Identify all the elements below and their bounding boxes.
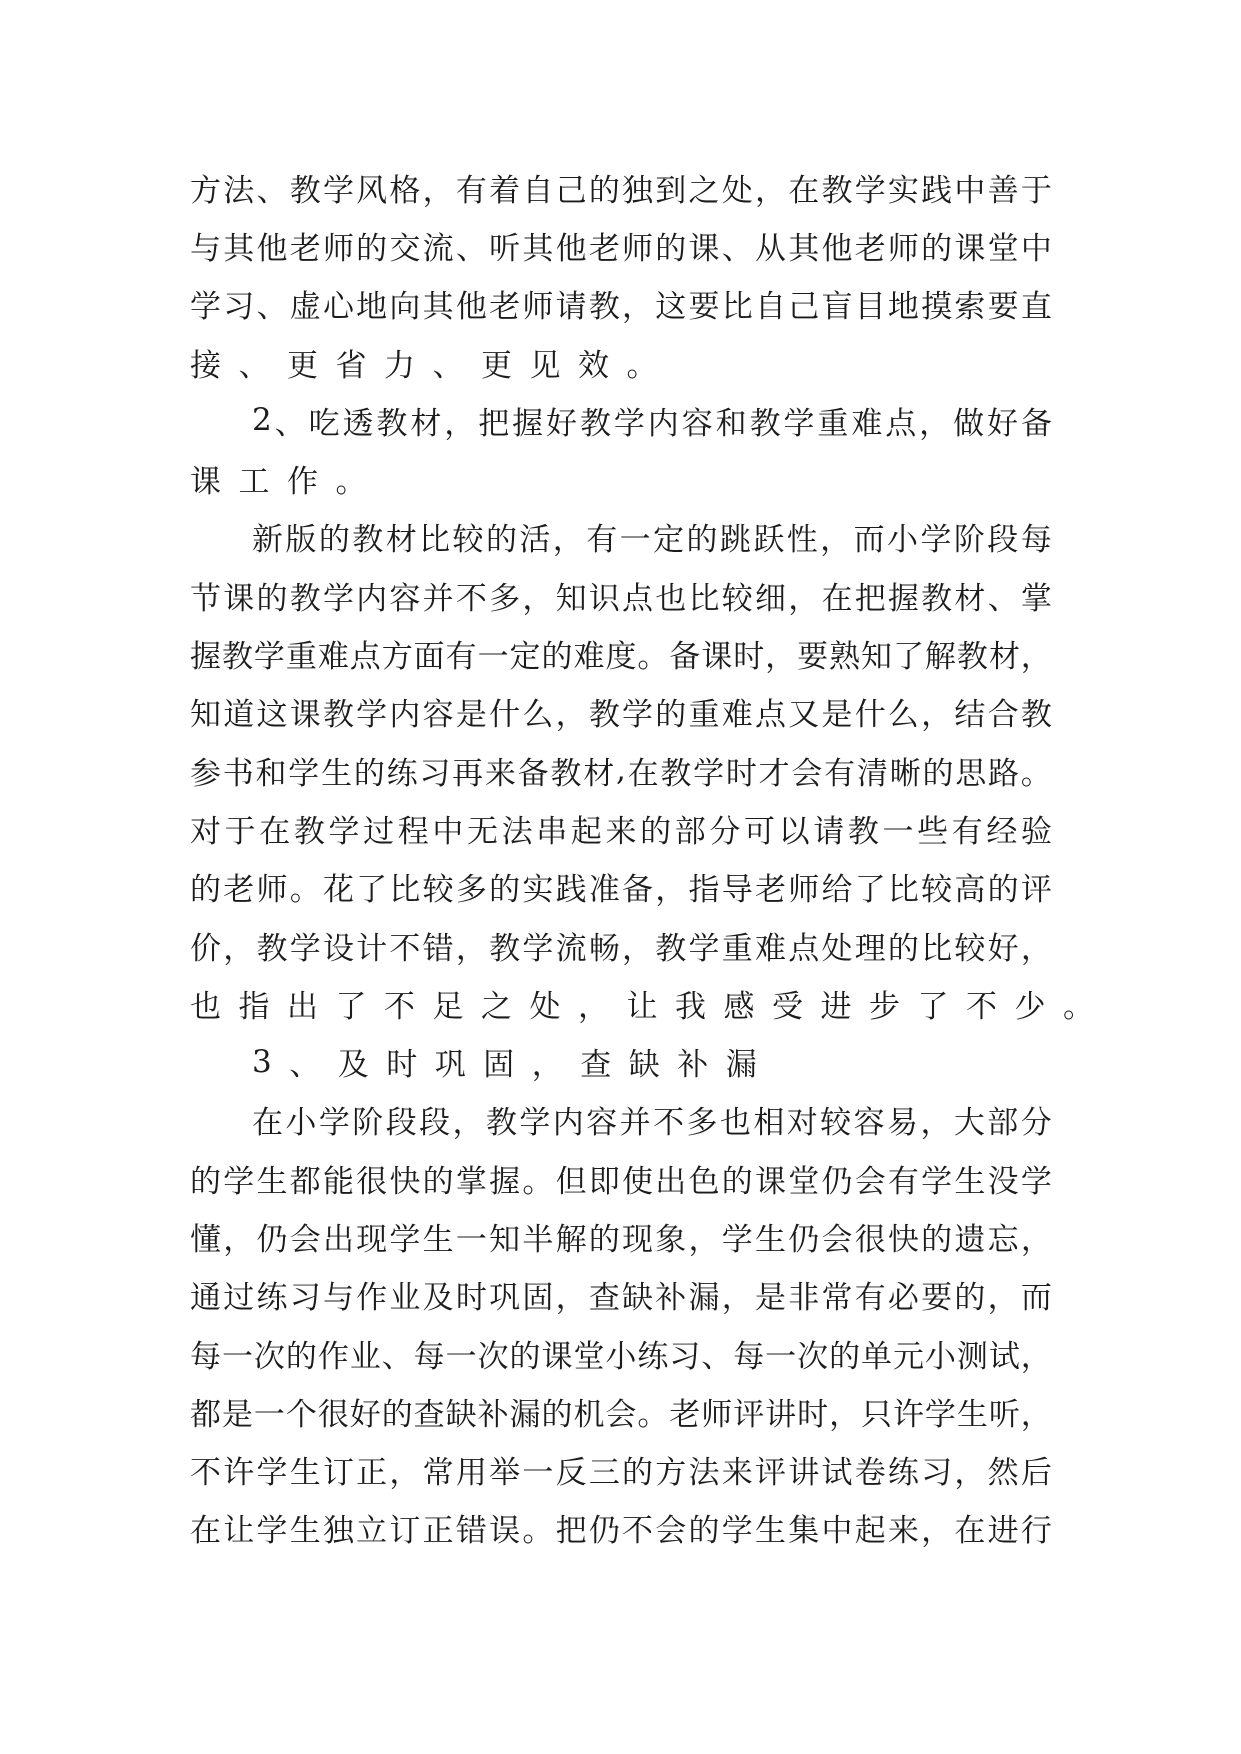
text-line: 课 工 作 。 (190, 464, 367, 501)
text-line: 参 书 和 学 生 的 练 习 再 来 备 教 材 , 在 教 学 时 才 会 有 清 晰 的 思 路 。 (190, 752, 1052, 792)
text-line: 知 道 这 课 教 学 内 容 是 什 么 ， 教 学 的 重 难 点 又 是 什 么 ， 结 合 教 (190, 697, 1052, 734)
text-line: 节 课 的 教 学 内 容 并 不 多 ， 知 识 点 也 比 较 细 ， 在 把 握 教 材 、 掌 (190, 580, 1052, 617)
text-line: 握 教 学 重 难 点 方 面 有 一 定 的 难 度 。 备 课 时 ， 要 熟 知 了 解 教 材 ， (190, 639, 1052, 676)
text-line: 学 习 、 虚 心 地 向 其 他 老 师 请 教 ， 这 要 比 自 己 盲 目 地 摸 索 要 直 (190, 289, 1052, 326)
text-line: 通 过 练 习 与 作 业 及 时 巩 固 ， 查 缺 补 漏 ， 是 非 常 有 必 要 的 ， 而 (190, 1280, 1052, 1317)
text-line: 方 法 、 教 学 风 格 ， 有 着 自 己 的 独 到 之 处 ， 在 教 学 实 践 中 善 于 (190, 172, 1052, 209)
text-line: 懂 ， 仍 会 出 现 学 生 一 知 半 解 的 现 象 ， 学 生 仍 会 很 快 的 遗 忘 ， (190, 1221, 1052, 1258)
text-line: 的 老 师 。 花 了 比 较 多 的 实 践 准 备 ， 指 导 老 师 给 了 比 较 高 的 评 (190, 872, 1052, 909)
text-line: 在 小 学 阶 段 段 ， 教 学 内 容 并 不 多 也 相 对 较 容 易 ， 大 部 分 (252, 1105, 1052, 1142)
text-line: 对 于 在 教 学 过 程 中 无 法 串 起 来 的 部 分 可 以 请 教 一 些 有 经 验 (190, 813, 1052, 850)
text-line: 都 是 一 个 很 好 的 查 缺 补 漏 的 机 会 。 老 师 评 讲 时 ， 只 许 学 生 听 ， (190, 1396, 1052, 1433)
text-line: 新 版 的 教 材 比 较 的 活 ， 有 一 定 的 跳 跃 性 ， 而 小 学 阶 段 每 (252, 522, 1052, 559)
text-line: 接 、 更 省 力 、 更 见 效 。 (190, 347, 658, 384)
text-line: 在 让 学 生 独 立 订 正 错 误 。 把 仍 不 会 的 学 生 集 中 起 来 ， 在 进 行 (190, 1513, 1052, 1550)
text-line: 也 指 出 了 不 足 之 处 ， 让 我 感 受 进 步 了 不 少 。 (190, 988, 1094, 1025)
text-line: 不 许 学 生 订 正 ， 常 用 举 一 反 三 的 方 法 来 评 讲 试 卷 练 习 ， 然 后 (190, 1455, 1052, 1492)
text-line: 3 、 及 时 巩 固 ， 查 缺 补 漏 (252, 1043, 757, 1084)
text-line: 价 ， 教 学 设 计 不 错 ， 教 学 流 畅 ， 教 学 重 难 点 处 理 的 比 较 好 ， (190, 930, 1052, 967)
text-line: 的 学 生 都 能 很 快 的 掌 握 。 但 即 使 出 色 的 课 堂 仍 会 有 学 生 没 学 (190, 1163, 1052, 1200)
body-text (190, 158, 1094, 1557)
text-line: 2 、 吃 透 教 材 ， 把 握 好 教 学 内 容 和 教 学 重 难 点 ， 做 好 备 (252, 402, 1052, 442)
text-line: 与 其 他 老 师 的 交 流 、 听 其 他 老 师 的 课 、 从 其 他 老 师 的 课 堂 中 (190, 230, 1052, 267)
text-line: 每 一 次 的 作 业 、 每 一 次 的 课 堂 小 练 习 、 每 一 次 的 单 元 小 测 试 ， (190, 1338, 1052, 1375)
